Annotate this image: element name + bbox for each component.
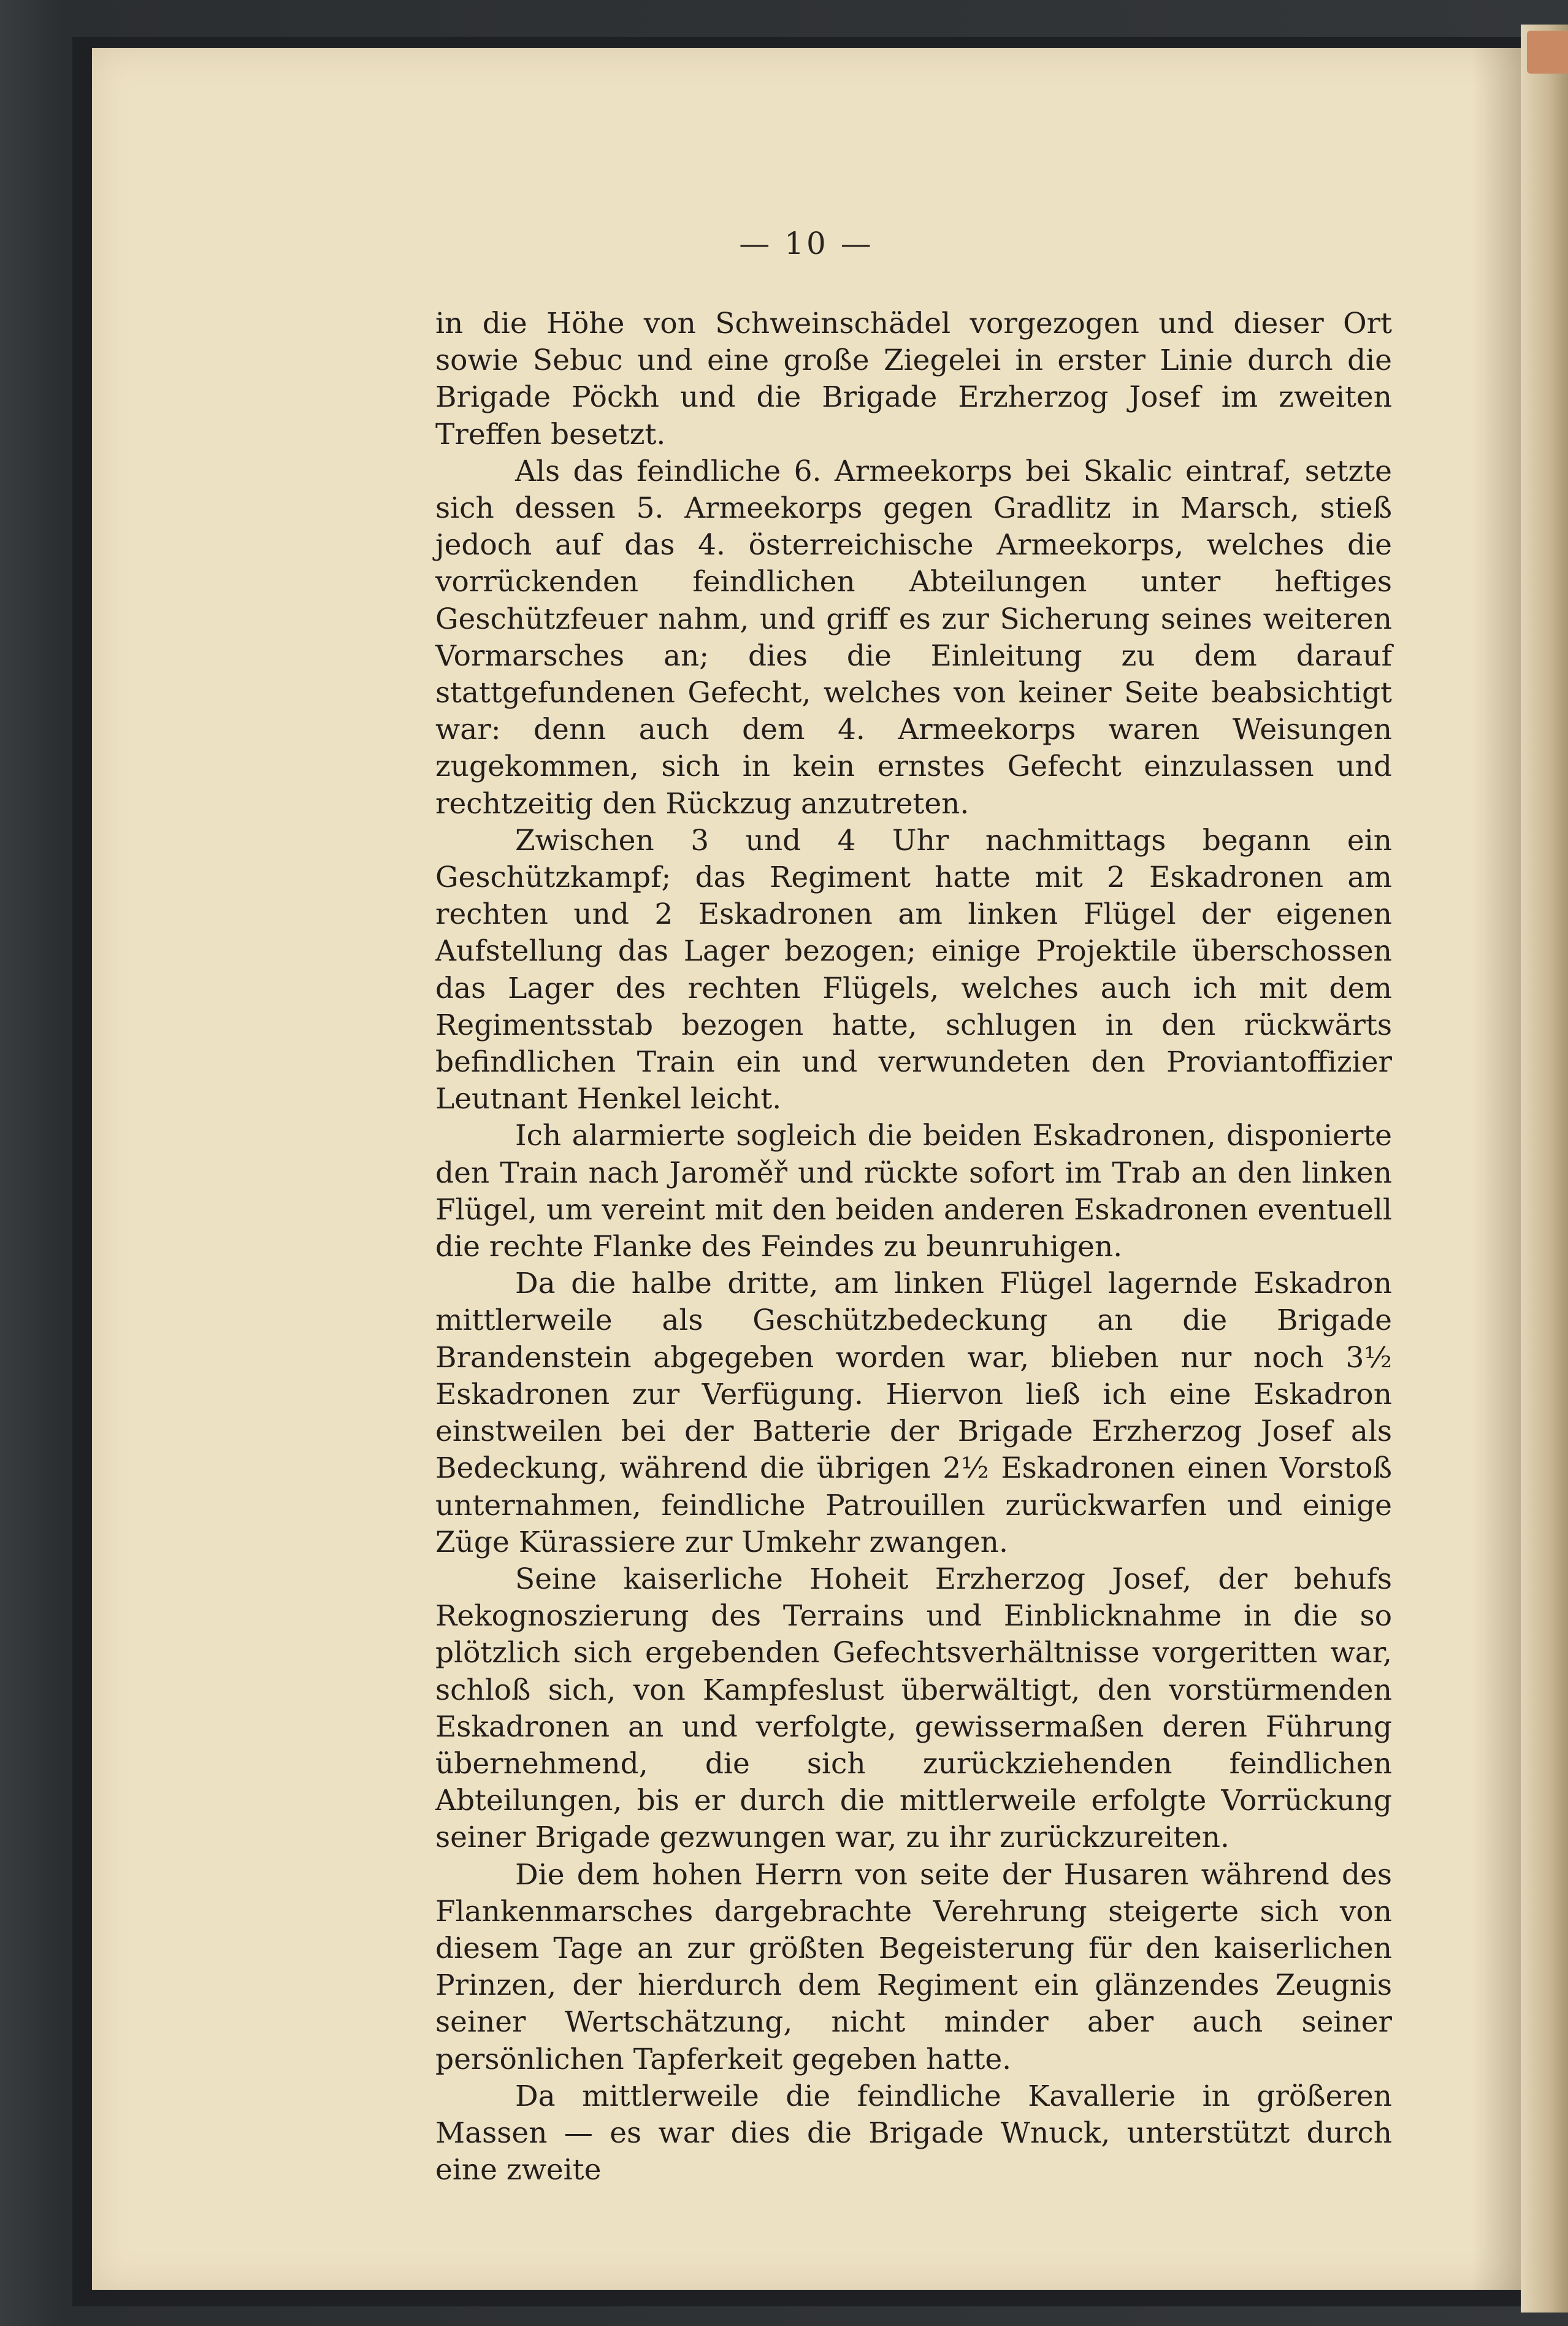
page-edge xyxy=(1521,25,1568,2313)
paragraph: Seine kaiserliche Hoheit Erzherzog Josef, der behufs Rekognoszierung des Terrains und Einblicknahme in die so plötzlich sich ergebenden Gefechtsverhältnisse vorgeritten war, schloß sich, von Kampfeslust überwältigt, den vorstürmenden Eskadronen an und verfolgte, gewissermaßen deren Führung übernehmend, die sich zurückziehenden feindlichen Abteilungen, bis er durch die mittlerweile erfolgte Vorrückung seiner Brigade gezwungen war, zu ihr zurückzureiten. xyxy=(435,1562,1392,1855)
bookmark-ribbon xyxy=(1527,31,1568,74)
page-gutter xyxy=(1472,48,1521,2290)
paragraph: Zwischen 3 und 4 Uhr nachmittags begann ein Geschützkampf; das Regiment hatte mit 2 Eskadronen am rechten und 2 Eskadronen am linken Flügel der eigenen Aufstellung das Lager bezogen; einige Projektile überschossen das Lager des rechten Flügels, welches auch ich mit dem Regimentsstab bezogen hatte, schlugen in den rückwärts befindlichen Train ein und verwundeten den Proviantoffizier Leutnant Henkel leicht. xyxy=(435,823,1392,1116)
paragraph: Als das feindliche 6. Armeekorps bei Skalic eintraf, setzte sich dessen 5. Armeekorps gegen Gradlitz in Marsch, stieß jedoch auf das 4. österreichische Armeekorps, welches die vorrückenden feindlichen Abteilungen unter heftiges Geschützfeuer nahm, und griff es zur Sicherung seines weiteren Vormarsches an; dies die Einleitung zu dem darauf stattgefundenen Gefecht, welches von keiner Seite beabsichtigt war: denn auch dem 4. Armeekorps waren Weisungen zugekommen, sich in kein ernstes Gefecht einzulassen und rechtzeitig den Rückzug anzutreten. xyxy=(435,454,1392,821)
book-page xyxy=(92,48,1521,2290)
body-text xyxy=(435,305,1392,2189)
paragraph: Ich alarmierte sogleich die beiden Eskadronen, disponierte den Train nach Jaroměř und rückte sofort im Trab an den linken Flügel, um vereint mit den beiden anderen Eskadronen eventuell die rechte Flanke des Feindes zu beunruhigen. xyxy=(435,1119,1392,1264)
paragraph: Da die halbe dritte, am linken Flügel lagernde Eskadron mittlerweile als Geschützbedeckung an die Brigade Brandenstein abgegeben worden war, blieben nur noch 3½ Eskadronen zur Verfügung. Hiervon ließ ich eine Eskadron einstweilen bei der Batterie der Brigade Erzherzog Josef als Bedeckung, während die übrigen 2½ Eskadronen einen Vorstoß unternahmen, feindliche Patrouillen zurückwarfen und einige Züge Kürassiere zur Umkehr zwangen. xyxy=(435,1267,1392,1559)
paragraph: Die dem hohen Herrn von seite der Husaren während des Flankenmarsches dargebrachte Verehrung steigerte sich von diesem Tage an zur größten Begeisterung für den kaiserlichen Prinzen, der hierdurch dem Regiment ein glänzendes Zeugnis seiner Wertschätzung, nicht minder aber auch seiner persönlichen Tapferkeit gegeben hatte. xyxy=(435,1857,1392,2076)
paragraph: in die Höhe von Schweinschädel vorgezogen und dieser Ort sowie Sebuc und eine große Ziegelei in erster Linie durch die Brigade Pöckh und die Brigade Erzherzog Josef im zweiten Treffen besetzt. xyxy=(435,307,1392,451)
paragraph: Da mittlerweile die feindliche Kavallerie in größeren Massen — es war dies die Brigade Wnuck, unterstützt durch eine zweite xyxy=(435,2079,1392,2187)
page-number: — 10 — xyxy=(739,226,874,261)
